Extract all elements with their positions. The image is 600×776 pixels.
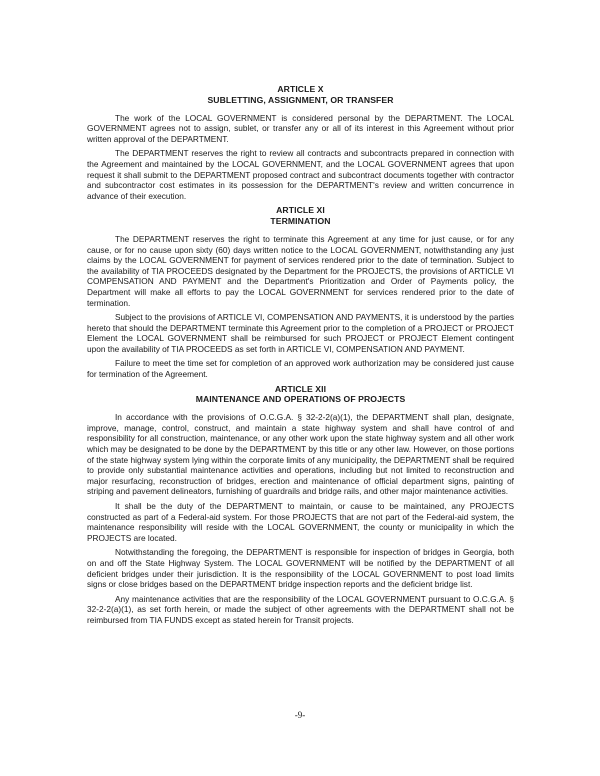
article-xii-paragraph-2: It shall be the duty of the DEPARTMENT to maintain, or cause to be maintained, any PROJECTS constructed as part of a Federal-aid system. For those PROJECTS that are not part of the Federal-aid system, the maintenance responsibility will reside with the LOCAL GOVERNMENT, the county or municipality in which the PROJECTS are located.	[87, 501, 514, 543]
article-xi-title: TERMINATION	[270, 216, 331, 227]
article-x-title: SUBLETTING, ASSIGNMENT, OR TRANSFER	[207, 94, 394, 105]
article-xi-paragraph-1: The DEPARTMENT reserves the right to terminate this Agreement at any time for just cause, or for any cause, or for no cause upon sixty (60) days written notice to the LOCAL GOVERNMENT, notwithstanding any just claims by the LOCAL GOVERNMENT for payment of services rendered prior to the date of termination. Subject to the availability of TIA PROCEEDS designated by the Department for the PROJECTS, the provisions of ARTICLE VI COMPENSATION AND PAYMENT and the Department's Prioritization and Order of Payments policy, the Department will make all efforts to pay the LOCAL GOVERNMENT for services rendered prior to the date of termination.	[87, 233, 514, 308]
article-xii-paragraph-4: Any maintenance activities that are the responsibility of the LOCAL GOVERNMENT pursuant to O.C.G.A. § 32-2-2(a)(1), as set forth herein, or made the subject of other agreements with the DEPARTMENT shall not be reimbursed from TIA FUNDS except as stated herein for Transit projects.	[87, 593, 514, 625]
article-x-paragraph-1: The work of the LOCAL GOVERNMENT is considered personal by the DEPARTMENT. The LOCAL GOVERNMENT agrees not to assign, sublet, or transfer any or all of its interest in this Agreement without prior written approval of the DEPARTMENT.	[87, 112, 514, 144]
page-number: -9-	[294, 710, 306, 720]
article-xii-paragraph-1: In accordance with the provisions of O.C.G.A. § 32-2-2(a)(1), the DEPARTMENT shall plan, designate, improve, manage, control, construct, and maintain a state highway system and shall have control of and responsibility for all construction, maintenance, or any other work upon the state highway system and all other work which may be designated to be done by the DEPARTMENT by this title or any other law. However, on those portions of the state highway system lying within the corporate limits of any municipality, the DEPARTMENT shall be required to provide only substantial maintenance activities and operations, including but not limited to reconstruction and major resurfacing, reconstruction of bridges, erection and maintenance of official department signs, painting of striping and pavement delineators, furnishing of guardrails and bridge rails, and other major maintenance activities.	[87, 412, 514, 497]
article-x	[87, 84, 514, 201]
article-xi-paragraph-2: Subject to the provisions of ARTICLE VI, COMPENSATION AND PAYMENTS, it is understood by the parties hereto that should the DEPARTMENT terminate this Agreement prior to the completion of a PROJECT or PROJECT Element the LOCAL GOVERNMENT shall be reimbursed for such PROJECT or PROJECT Element contingent upon the availability of TIA PROCEEDS as set forth in ARTICLE VI, COMPENSATION AND PAYMENT.	[87, 312, 514, 354]
article-xi-paragraph-3: Failure to meet the time set for completion of an approved work authorization may be considered just cause for termination of the Agreement.	[87, 358, 514, 380]
article-xi	[87, 205, 514, 379]
article-xii-number: ARTICLE XII	[274, 383, 327, 394]
article-x-paragraph-2: The DEPARTMENT reserves the right to review all contracts and subcontracts prepared in connection with the Agreement and maintained by the LOCAL GOVERNMENT, and the LOCAL GOVERNMENT agrees that upon request it shall submit to the DEPARTMENT proposed contract and subcontract documents together with contractor and subcontractor cost estimates in its possession for the DEPARTMENT's review and written concurrence in advance of their execution.	[87, 148, 514, 201]
document-page	[87, 84, 514, 630]
article-xi-number: ARTICLE XI	[276, 205, 325, 216]
article-xii-title: MAINTENANCE AND OPERATIONS OF PROJECTS	[195, 394, 406, 405]
article-xii-paragraph-3: Notwithstanding the foregoing, the DEPARTMENT is responsible for inspection of bridges in Georgia, both on and off the State Highway System. The LOCAL GOVERNMENT will be notified by the DEPARTMENT of all deficient bridges under their jurisdiction. It is the responsibility of the LOCAL GOVERNMENT to post load limits signs or close bridges based on the DEPARTMENT bridge inspection reports and the deficient bridge list.	[87, 547, 514, 590]
article-xii	[87, 384, 514, 626]
article-x-number: ARTICLE X	[277, 84, 324, 94]
